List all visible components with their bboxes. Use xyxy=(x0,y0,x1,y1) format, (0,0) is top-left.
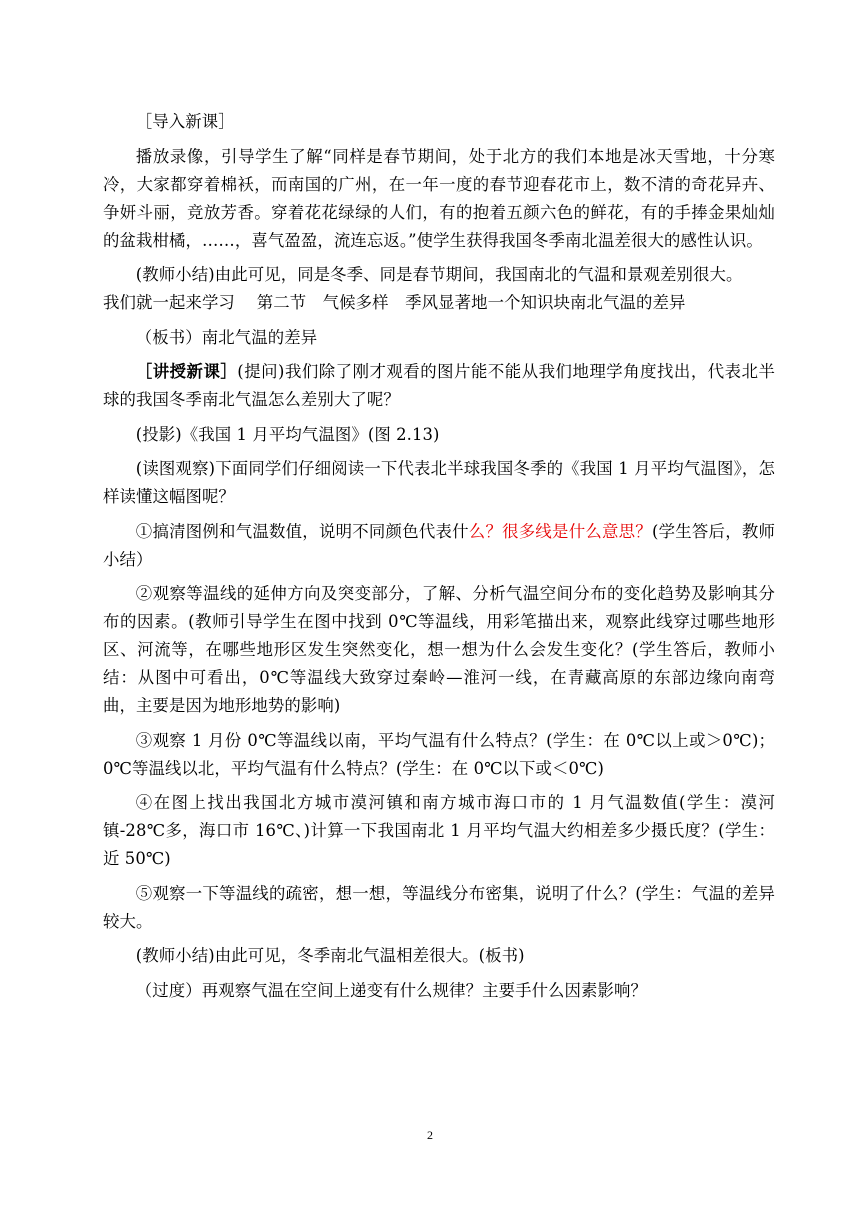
step-1-highlight: 么？很多线是什么意思？ xyxy=(468,521,652,541)
lecture-paragraph xyxy=(103,358,775,414)
teacher-summary-line-1: (教师小结)由此可见，同是冬季、同是春节期间，我国南北的气温和景观差别很大。 xyxy=(135,265,743,284)
lesson-title-line: 我们就一起来学习 第二节 气候多样 季风显著地一个知识块南北气温的差异 xyxy=(103,293,686,312)
step-1-tail: (学生答后，教师小结） xyxy=(103,521,775,569)
step-3-paragraph: ③观察 1 月份 0℃等温线以南，平均气温有什么特点？(学生：在 0℃以上或＞0℃)；0℃等温线以北，平均气温有什么特点？(学生：在 0℃以下或＜0℃) xyxy=(103,730,775,778)
board-note-paragraph: （板书）南北气温的差异 xyxy=(135,327,318,347)
step-2-paragraph: ②观察等温线的延伸方向及突变部分，了解、分析气温空间分布的变化趋势及影响其分布的因素。(教师引导学生在图中找到 0℃等温线，用彩笔描出来，观察此线穿过哪些地形区、河流等，在哪些地形区发生突然变化，想一想为什么会发生变化？(学生答后，教师小结：从图中可看出，0℃等温线大致穿过秦岭—淮河一线，在青藏高原的东部边缘向南弯曲，主要是因为地形地势的影响) xyxy=(103,584,775,715)
transition-paragraph: （过度）再观察气温在空间上递变有什么规律？主要手什么因素影响？ xyxy=(135,980,648,1000)
teacher-summary-2-paragraph: (教师小结)由此可见，冬季南北气温相差很大。(板书) xyxy=(135,946,525,965)
intro-heading: ［导入新课］ xyxy=(135,112,235,131)
step-1-paragraph xyxy=(103,518,775,574)
document-body xyxy=(103,108,775,1011)
step-5-paragraph: ⑤观察一下等温线的疏密，想一想，等温线分布密集，说明了什么？(学生：气温的差异较大。 xyxy=(103,883,775,931)
teacher-summary-paragraph xyxy=(103,261,775,289)
intro-paragraph: 播放录像，引导学生了解“同样是春节期间，处于北方的我们本地是冰天雪地，十分寒冷，大家都穿着棉袄，而南国的广州，在一年一度的春节迎春花市上，数不清的奇花异卉、争妍斗丽，竞放芳香。穿着花花绿绿的人们，有的抱着五颜六色的鲜花，有的手捧金果灿灿的盆栽柑橘，……，喜气盈盈，流连忘返。”使学生获得我国冬季南北温差很大的感性认识。 xyxy=(103,146,775,250)
lecture-text: (提问)我们除了刚才观看的图片能不能从我们地理学角度找出，代表北半球的我国冬季南北气温怎么差别大了呢？ xyxy=(103,362,775,409)
read-map-paragraph: (读图观察)下面同学们仔细阅读一下代表北半球我国冬季的《我国 1 月平均气温图》，怎样读懂这幅图呢？ xyxy=(103,459,775,506)
lecture-heading: ［讲授新课］ xyxy=(135,362,238,381)
step-1-text: ①搞清图例和气温数值，说明不同颜色代表什 xyxy=(135,521,469,541)
page-number: 2 xyxy=(427,1128,433,1142)
projection-paragraph: (投影)《我国 1 月平均气温图》(图 2.13) xyxy=(135,424,440,444)
step-4-paragraph: ④在图上找出我国北方城市漠河镇和南方城市海口市的 1 月气温数值(学生：漠河镇-28℃多，海口市 16℃、)计算一下我国南北 1 月平均气温大约相差多少摄氏度？(学生：近 50℃) xyxy=(103,793,775,868)
